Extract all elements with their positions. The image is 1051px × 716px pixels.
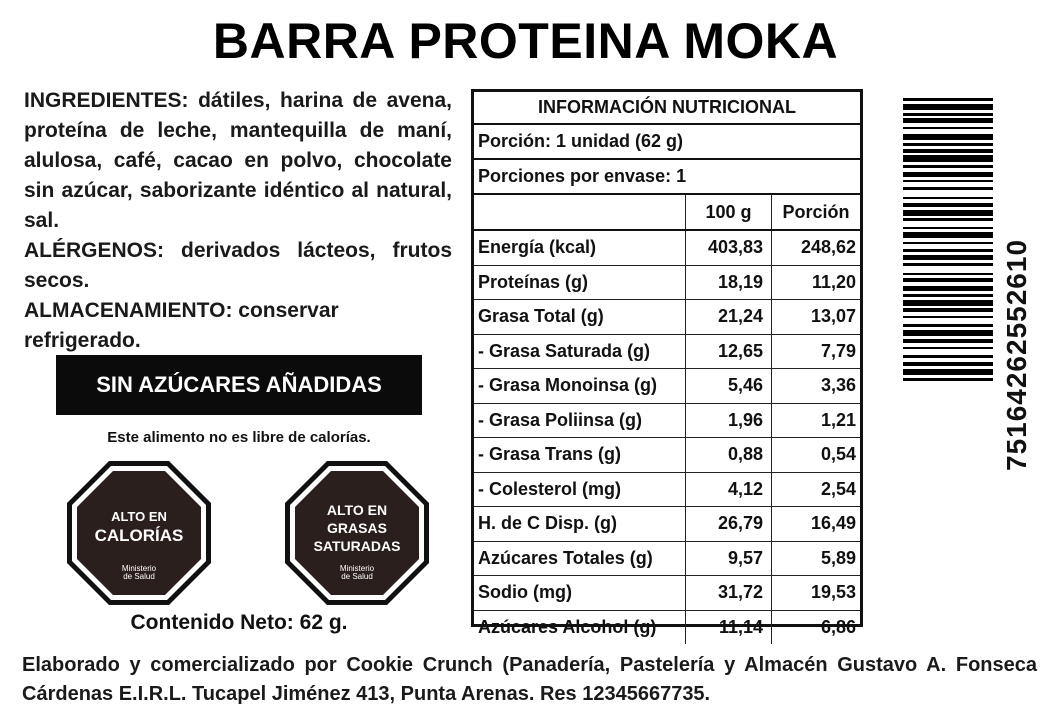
nutrient-name: - Grasa Trans (g) [474,438,686,472]
nutrient-name: Energía (kcal) [474,231,686,265]
nutrient-name: H. de C Disp. (g) [474,507,686,541]
barcode-bar [903,316,993,318]
nutrient-per-portion: 13,07 [810,306,856,327]
nutrient-per-100g: 26,79 [686,507,772,541]
ingredients-text [24,86,452,236]
nutrient-per-portion: 1,21 [820,409,856,430]
nutrient-per-100g: 12,65 [686,335,772,369]
seal-ministry-line2: de Salud [123,572,155,581]
seal-line2: CALORÍAS [94,526,184,545]
barcode-bar [903,355,993,358]
nutrient-name: Grasa Total (g) [474,300,686,334]
barcode-bar [903,347,993,349]
ingredients-panel [24,86,452,356]
barcode-bar [903,308,993,312]
barcode-bar [903,172,993,177]
barcode-bar [903,324,993,327]
per-100g-header: 100 g [686,195,772,229]
nutrition-row [474,231,860,266]
barcode-bar [903,143,993,146]
barcode-bar [903,249,993,252]
barcode-bar [903,330,993,336]
barcode-bar [903,255,993,260]
barcode-bar [903,197,993,199]
barcode-bar [903,369,993,375]
ingredients-list: dátiles, harina de avena, proteína de leche, mantequilla de maní, alulosa, café, cacao en polvo, chocolate sin azúcar, saborizante idéntico al natural, sal. [24,89,452,232]
nutrient-per-portion: 0,54 [820,444,856,465]
portion-size: Porción: 1 unidad (62 g) [474,125,860,160]
barcode-bar [903,98,993,101]
nutrient-name: - Grasa Monoinsa (g) [474,369,686,403]
storage-text [24,296,452,356]
nutrition-row [474,542,860,577]
seal-line1: ALTO EN [111,509,167,524]
barcode-bar [903,149,993,153]
seal-line2: GRASAS [327,520,387,536]
nutrient-per-portion: 7,79 [820,340,856,361]
nutrient-name: Sodio (mg) [474,576,686,610]
barcode-bar [903,362,993,366]
calorie-disclaimer: Este alimento no es libre de calorías. [107,429,371,446]
nutrient-per-100g: 21,24 [686,300,772,334]
barcode-bar [903,300,993,306]
nutrition-facts-table [471,89,863,637]
nutrient-per-portion: 11,20 [811,271,856,292]
servings-per-container: Porciones por envase: 1 [474,160,860,195]
nutrient-per-100g: 18,19 [686,266,772,300]
seal-line3: SATURADAS [313,538,401,554]
nutrition-header: INFORMACIÓN NUTRICIONAL [474,92,860,125]
barcode-bar [903,187,993,190]
allergens-text [24,236,452,296]
barcode-bar [903,104,993,110]
nutrient-per-portion: 248,62 [800,237,856,258]
high-calories-seal [66,460,212,606]
nutrition-row [474,300,860,335]
barcode-bar [903,155,993,162]
barcode-bar [903,118,993,123]
barcode-bar [903,232,993,238]
nutrient-per-100g: 403,83 [686,231,772,265]
high-saturated-fat-seal [284,460,430,606]
barcode-number: 7516426255261​0 [1001,239,1032,472]
barcode-bar [903,113,993,116]
barcode-bar [903,210,993,216]
no-added-sugar-badge: SIN AZÚCARES AÑADIDAS [56,355,422,415]
nutrient-per-100g: 31,72 [686,576,772,610]
seal-ministry-line1: Ministerio [339,564,375,573]
nutrient-name: - Grasa Poliinsa (g) [474,404,686,438]
nutrient-column-header [474,195,686,229]
nutrient-per-portion: 5,89 [820,547,856,568]
net-content: Contenido Neto: 62 g. [130,611,348,634]
nutrient-per-100g: 5,46 [686,369,772,403]
nutrient-per-portion: 3,36 [820,375,856,396]
barcode-bar [903,286,993,291]
barcode-bar [903,263,993,266]
storage-label: ALMACENAMIENTO: [24,299,233,322]
nutrition-row [474,404,860,439]
seal-line1: ALTO EN [326,502,388,518]
nutrient-per-100g: 9,57 [686,542,772,576]
nutrition-row [474,576,860,611]
barcode-bar [903,134,993,140]
seal-ministry-line1: Ministerio [121,564,157,573]
barcode-bar [903,165,993,168]
nutrient-name: Azúcares Totales (g) [474,542,686,576]
manufacturer-footer: Elaborado y comercializado por Cookie Crunch (Panadería, Pastelería y Almacén Gustavo A. Fonseca Cárdenas E.I.R.L. Tucapel Jiménez 413, Punta Arenas. Res 12345667735. [22,654,1037,705]
nutrition-row [474,369,860,404]
nutrition-row [474,438,860,473]
nutrient-per-100g: 11,14 [686,611,772,645]
nutrient-per-100g: 4,12 [686,473,772,507]
nutrient-per-portion: 2,54 [820,478,856,499]
barcode-bar [903,339,993,343]
barcode-bar [903,378,993,381]
nutrient-per-100g: 1,96 [686,404,772,438]
nutrition-rows [474,231,860,644]
barcode-bar [903,273,993,275]
barcode-bar [903,227,993,229]
nutrient-name: Azúcares Alcohol (g) [474,611,686,645]
nutrient-name: - Colesterol (mg) [474,473,686,507]
barcode-bar [903,180,993,182]
nutrient-per-portion: 19,53 [810,582,856,603]
barcode-bar [903,294,993,297]
nutrient-name: Proteínas (g) [474,266,686,300]
nutrition-row [474,611,860,645]
barcode-bar [903,278,993,282]
nutrient-per-100g: 0,88 [686,438,772,472]
nutrient-per-portion: 6,86 [820,616,856,637]
nutrient-per-portion: 16,49 [810,513,856,534]
storage-instructions: conservar refrigerado. [24,299,339,352]
nutrition-row [474,335,860,370]
seal-ministry-line2: de Salud [341,572,373,581]
barcode-bar [903,218,993,221]
nutrition-column-header [474,195,860,231]
product-title: BARRA PROTEINA MOKA [212,13,839,69]
allergens-label: ALÉRGENOS: [24,239,165,262]
nutrition-row [474,507,860,542]
nutrition-row [474,266,860,301]
barcode-bar [903,127,993,129]
barcode-graphic [903,98,993,610]
barcode-bar [903,242,993,244]
per-portion-header: Porción [782,201,850,222]
barcode-bar [903,203,993,207]
nutrient-name: - Grasa Saturada (g) [474,335,686,369]
allergens-list: derivados lácteos, frutos secos. [24,239,452,292]
nutrition-row [474,473,860,508]
ingredients-label: INGREDIENTES: [24,89,189,112]
